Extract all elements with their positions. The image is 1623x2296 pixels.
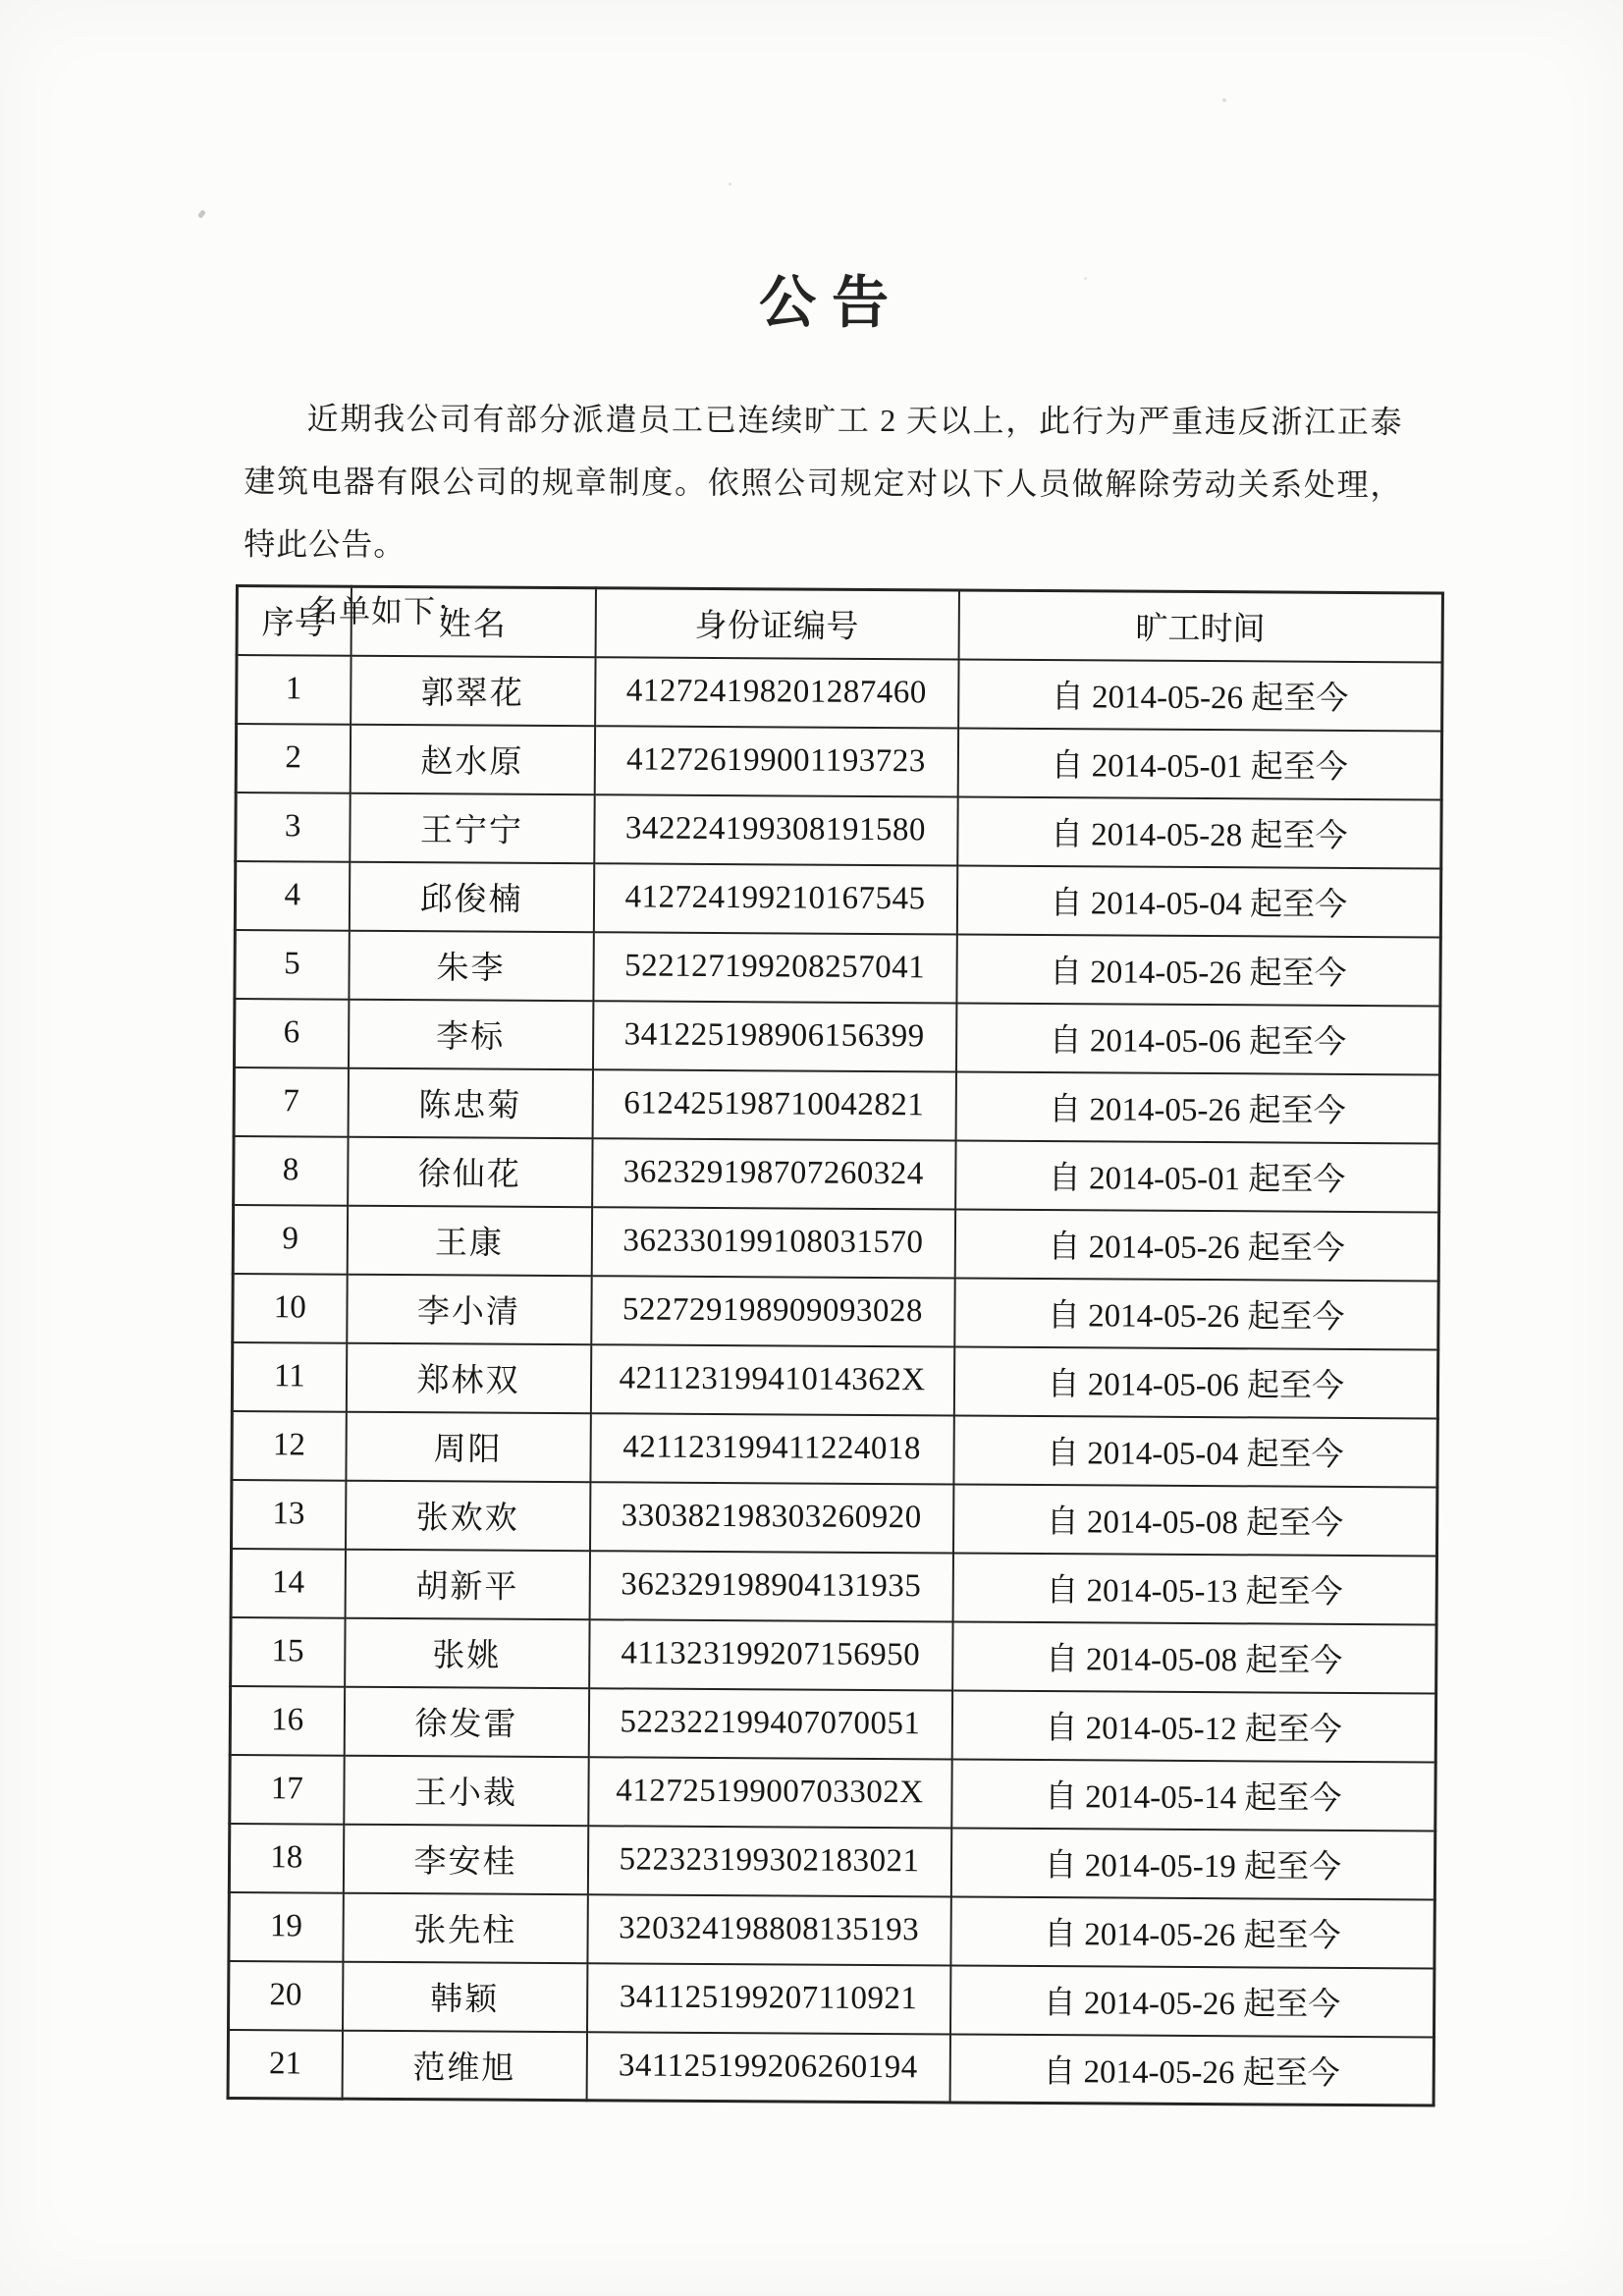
cell-name: 李小清 [347, 1274, 591, 1344]
table-row [234, 1067, 1439, 1144]
cell-absence-period: 自 2014-05-26 起至今 [949, 1965, 1434, 2037]
cell-id-number: 341125199207110921 [587, 1963, 950, 2034]
cell-serial-number: 1 [237, 655, 351, 725]
cell-absence-period: 自 2014-05-08 起至今 [952, 1484, 1436, 1556]
cell-id-number: 522127199208257041 [593, 932, 956, 1003]
cell-absence-period: 自 2014-05-26 起至今 [949, 2034, 1434, 2105]
cell-absence-period: 自 2014-05-01 起至今 [955, 1140, 1439, 1212]
cell-name: 张先柱 [343, 1892, 587, 1963]
table-row [229, 1891, 1434, 1968]
cell-name: 赵水原 [350, 724, 594, 794]
cell-id-number: 362329198904131935 [589, 1551, 952, 1621]
cell-serial-number: 12 [232, 1410, 346, 1480]
cell-id-number: 42112319941014362X [590, 1344, 953, 1415]
cell-absence-period: 自 2014-05-14 起至今 [951, 1759, 1435, 1831]
cell-id-number: 41272519900703302X [588, 1757, 951, 1828]
cell-name: 李安桂 [343, 1824, 587, 1894]
header-name: 姓名 [351, 586, 595, 657]
cell-serial-number: 20 [229, 1960, 343, 2030]
cell-id-number: 362330199108031570 [591, 1207, 954, 1278]
cell-name: 郭翠花 [351, 655, 595, 726]
cell-absence-period: 自 2014-05-04 起至今 [956, 865, 1440, 937]
cell-serial-number: 7 [234, 1067, 348, 1137]
dismissal-table [227, 584, 1444, 2106]
cell-absence-period: 自 2014-05-26 起至今 [954, 1278, 1438, 1349]
cell-id-number: 612425198710042821 [592, 1069, 955, 1140]
table-body [228, 655, 1442, 2105]
cell-absence-period: 自 2014-05-26 起至今 [958, 659, 1442, 731]
cell-id-number: 320324198808135193 [587, 1894, 950, 1965]
cell-serial-number: 13 [232, 1479, 346, 1549]
table-header [237, 586, 1442, 663]
cell-absence-period: 自 2014-05-04 起至今 [953, 1415, 1437, 1487]
table-row [230, 1685, 1435, 1762]
cell-name: 徐仙花 [348, 1136, 592, 1207]
cell-id-number: 412724199210167545 [593, 863, 956, 934]
page-title: 公告 [758, 270, 905, 336]
cell-absence-period: 自 2014-05-01 起至今 [957, 728, 1441, 799]
cell-name: 胡新平 [345, 1549, 589, 1619]
cell-name: 王小裁 [344, 1755, 588, 1826]
cell-serial-number: 14 [231, 1548, 345, 1617]
scan-artifact [197, 209, 206, 218]
cell-id-number: 330382198303260920 [589, 1482, 952, 1553]
cell-serial-number: 16 [230, 1685, 344, 1755]
table-row [230, 1754, 1435, 1831]
dismissal-table-container [227, 584, 1444, 2106]
table-row [234, 1135, 1439, 1212]
cell-absence-period: 自 2014-05-26 起至今 [956, 934, 1440, 1006]
cell-serial-number: 15 [231, 1616, 345, 1686]
table-row [231, 1548, 1436, 1624]
cell-name: 张姚 [345, 1617, 589, 1688]
cell-id-number: 342224199308191580 [594, 794, 957, 865]
table-row [234, 999, 1439, 1075]
header-absence-period: 旷工时间 [958, 590, 1442, 662]
table-row [235, 930, 1440, 1007]
cell-id-number: 522729198909093028 [591, 1276, 954, 1346]
cell-name: 邱俊楠 [349, 861, 593, 932]
cell-id-number: 412726199001193723 [594, 726, 957, 796]
cell-serial-number: 6 [234, 999, 348, 1068]
cell-name: 王宁宁 [350, 793, 594, 863]
table-row [237, 655, 1442, 732]
cell-name: 徐发雷 [344, 1686, 588, 1757]
cell-id-number: 412724198201287460 [595, 657, 958, 728]
cell-serial-number: 3 [236, 793, 350, 862]
cell-absence-period: 自 2014-05-26 起至今 [950, 1896, 1434, 1968]
table-row [236, 793, 1441, 869]
cell-id-number: 411323199207156950 [589, 1619, 952, 1690]
document-text-block [243, 0, 1404, 646]
cell-serial-number: 4 [235, 861, 349, 931]
cell-absence-period: 自 2014-05-08 起至今 [952, 1621, 1436, 1693]
cell-id-number: 421123199411224018 [590, 1413, 953, 1484]
cell-serial-number: 11 [232, 1341, 346, 1411]
cell-serial-number: 10 [233, 1273, 347, 1342]
table-row [235, 861, 1440, 938]
cell-absence-period: 自 2014-05-26 起至今 [955, 1071, 1439, 1143]
table-row [231, 1616, 1436, 1693]
cell-id-number: 522322199407070051 [588, 1688, 951, 1759]
cell-absence-period: 自 2014-05-13 起至今 [952, 1553, 1436, 1624]
cell-serial-number: 21 [228, 2029, 342, 2099]
table-row [232, 1341, 1437, 1418]
cell-absence-period: 自 2014-05-06 起至今 [955, 1003, 1439, 1074]
cell-name: 郑林双 [346, 1342, 590, 1413]
cell-name: 陈忠菊 [348, 1067, 592, 1138]
table-row [228, 2029, 1434, 2105]
cell-absence-period: 自 2014-05-28 起至今 [957, 796, 1441, 868]
cell-serial-number: 17 [230, 1754, 344, 1824]
table-row [229, 1823, 1434, 1899]
cell-name: 朱李 [349, 930, 593, 1001]
cell-absence-period: 自 2014-05-06 起至今 [953, 1346, 1437, 1418]
table-row [236, 724, 1441, 800]
table-row [232, 1479, 1437, 1556]
table-row [229, 1960, 1434, 2037]
cell-name: 王康 [347, 1205, 591, 1276]
cell-name: 张欢欢 [346, 1480, 590, 1551]
cell-serial-number: 2 [236, 724, 350, 793]
cell-id-number: 522323199302183021 [587, 1826, 950, 1896]
cell-absence-period: 自 2014-05-12 起至今 [951, 1690, 1435, 1762]
announcement-paragraph: 近期我公司有部分派遣员工已连续旷工 2 天以上，此行为严重违反浙江正泰建筑电器有限公司的规章制度。依照公司规定对以下人员做解除劳动关系处理，特此公告。 [243, 401, 1403, 563]
cell-name: 周阳 [346, 1411, 590, 1482]
cell-absence-period: 自 2014-05-26 起至今 [954, 1209, 1438, 1281]
cell-serial-number: 19 [229, 1891, 343, 1961]
cell-serial-number: 5 [235, 930, 349, 1000]
table-row [232, 1410, 1437, 1487]
table-header-row [237, 586, 1442, 663]
list-intro-label: 名单如下： [305, 593, 469, 629]
table-row [233, 1273, 1438, 1349]
cell-id-number: 341125199206260194 [586, 2032, 949, 2103]
cell-name: 范维旭 [342, 2030, 586, 2101]
cell-id-number: 341225198906156399 [592, 1001, 955, 1071]
header-serial-number: 序号 [237, 586, 351, 656]
cell-serial-number: 18 [229, 1823, 343, 1892]
header-id-number: 身份证编号 [595, 588, 958, 659]
cell-serial-number: 9 [233, 1204, 347, 1274]
cell-id-number: 362329198707260324 [592, 1138, 955, 1209]
cell-absence-period: 自 2014-05-19 起至今 [950, 1828, 1434, 1899]
cell-name: 李标 [348, 999, 592, 1069]
table-row [233, 1204, 1438, 1281]
cell-serial-number: 8 [234, 1135, 348, 1205]
cell-name: 韩颖 [343, 1961, 587, 2032]
